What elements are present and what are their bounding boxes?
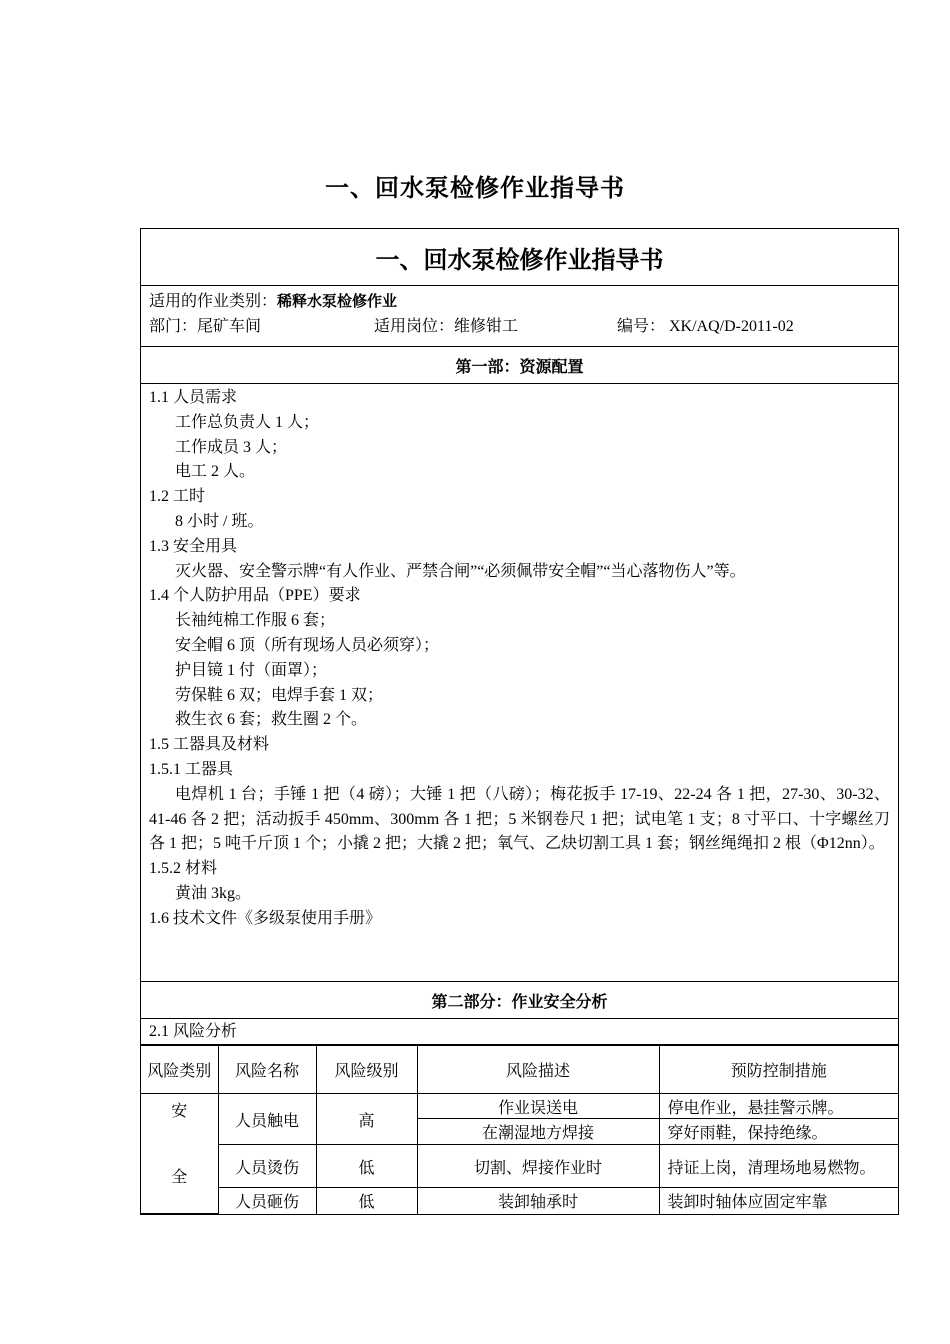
risk-measure-cell: 装卸时轴体应固定牢靠 — [659, 1188, 898, 1214]
table-row — [141, 1094, 898, 1119]
risk-analysis-subheading: 2.1 风险分析 — [141, 1019, 898, 1045]
list-item: 护目镜 1 付（面罩）； — [175, 661, 328, 679]
table-row — [141, 1188, 898, 1214]
document-title: 一、回水泵检修作业指导书 — [141, 229, 898, 286]
section-heading: 1.4 个人防护用品（PPE）要求 — [149, 587, 361, 605]
document-code: 编号： XK/AQ/D-2011-02 — [617, 318, 794, 335]
risk-desc-cell: 装卸轴承时 — [417, 1188, 659, 1214]
meta-block — [141, 289, 898, 347]
page-title: 一、回水泵检修作业指导书 — [325, 174, 625, 202]
risk-measure-cell: 穿好雨鞋，保持绝缘。 — [659, 1119, 898, 1145]
dept-line — [149, 314, 890, 339]
list-item: 劳保鞋 6 双；电焊手套 1 双； — [175, 686, 384, 704]
section-heading: 1.3 安全用具 — [149, 537, 238, 555]
category-char-bottom: 全 — [171, 1169, 188, 1186]
risk-measure-cell: 停电作业，悬挂警示牌。 — [659, 1094, 898, 1119]
header-cell: 风险级别 — [316, 1046, 417, 1094]
table-row — [141, 1145, 898, 1188]
header-cell: 风险类别 — [141, 1046, 218, 1094]
header-cell: 风险名称 — [218, 1046, 316, 1094]
header-cell: 风险描述 — [417, 1046, 659, 1094]
table-header-row — [141, 1046, 898, 1094]
part1-heading: 第一部：资源配置 — [141, 347, 898, 384]
part2-heading: 第二部分：作业安全分析 — [141, 982, 898, 1019]
list-item: 救生衣 6 套；救生圈 2 个。 — [175, 711, 368, 729]
tools-paragraph: 电焊机 1 台；手锤 1 把（4 磅）；大锤 1 把（八磅）；梅花扳手 17-19、22-24 各 1 把，27-30、30-32、41-46 各 2 把；活动扳手 450mm、300mm 各 1 把；5 米钢卷尺 1 把；试电笔 1 支；8 寸平口、十字螺丝刀各 1 把；5 吨千斤顶 1 个；小撬 2 把；大撬 2 把；氧气、乙炔切割工具 1 套；钢丝绳绳扣 2 根（Φ12nn）。 — [149, 785, 890, 853]
list-item: 灭火器、安全警示牌“有人作业、严禁合闸”“必须佩带安全帽”“当心落物伤人”等。 — [175, 562, 746, 580]
section-heading: 1.1 人员需求 — [149, 389, 238, 406]
list-item: 黄油 3kg。 — [175, 884, 252, 902]
list-item: 电工 2 人。 — [175, 463, 256, 481]
list-item: 长袖纯棉工作服 6 套； — [175, 612, 336, 630]
category-char-top: 安 — [171, 1103, 188, 1120]
job-type-line — [149, 289, 890, 314]
list-item: 安全帽 6 顶（所有现场人员必须穿）； — [175, 636, 440, 654]
work-instruction-document — [140, 228, 899, 1215]
risk-desc-cell: 切割、焊接作业时 — [417, 1145, 659, 1188]
part1-content — [141, 384, 898, 982]
risk-name-cell: 人员烫伤 — [218, 1145, 316, 1188]
section-heading: 1.5.1 工器具 — [149, 760, 234, 778]
section-heading: 1.2 工时 — [149, 488, 206, 506]
applicable-post: 适用岗位：维修钳工 — [374, 318, 519, 335]
risk-desc-cell: 在潮湿地方焊接 — [417, 1119, 659, 1145]
job-type-label: 适用的作业类别： — [149, 293, 278, 310]
list-item: 8 小时 / 班。 — [175, 512, 264, 530]
section-heading: 1.5 工器具及材料 — [149, 736, 270, 754]
risk-level-cell: 高 — [316, 1094, 417, 1145]
list-item: 工作总负责人 1 人； — [175, 413, 320, 431]
risk-level-cell: 低 — [316, 1188, 417, 1214]
list-item: 工作成员 3 人； — [175, 438, 288, 456]
section-heading: 1.6 技术文件《多级泵使用手册》 — [149, 909, 382, 927]
department: 部门：尾矿车间 — [149, 318, 262, 335]
risk-category-cell — [141, 1094, 218, 1214]
risk-table — [141, 1045, 898, 1214]
section-heading: 1.5.2 材料 — [149, 860, 218, 878]
risk-desc-cell: 作业误送电 — [417, 1094, 659, 1119]
job-type-value: 稀释水泵检修作业 — [277, 292, 398, 310]
risk-name-cell: 人员触电 — [218, 1094, 316, 1145]
risk-name-cell: 人员砸伤 — [218, 1188, 316, 1214]
risk-measure-cell: 持证上岗，清理场地易燃物。 — [659, 1145, 898, 1188]
risk-table-wrapper — [141, 1045, 898, 1214]
risk-level-cell: 低 — [316, 1145, 417, 1188]
header-cell: 预防控制措施 — [659, 1046, 898, 1094]
